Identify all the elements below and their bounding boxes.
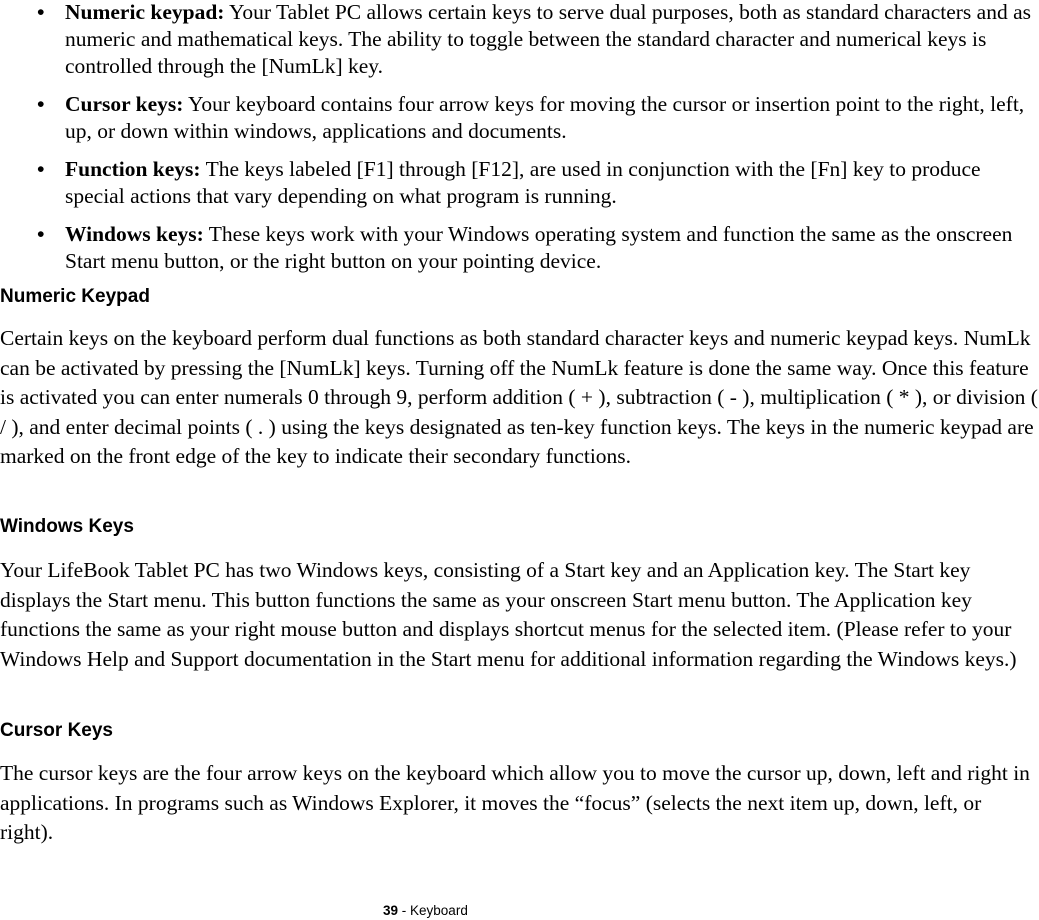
bullet-term: Numeric keypad: bbox=[65, 0, 225, 24]
bullet-text: Your Tablet PC allows certain keys to serve dual purposes, both as standard characters and as numeric and mathematical keys. The ability to toggle between the standard character and numerical keys is controlled through the [NumLk] key. bbox=[65, 0, 1031, 78]
bullet-icon: • bbox=[37, 157, 45, 181]
bullet-term: Windows keys: bbox=[65, 222, 204, 246]
page-footer bbox=[383, 902, 468, 920]
bullet-text: Your keyboard contains four arrow keys for moving the cursor or insertion point to the right, left, up, or down within windows, applications and documents. bbox=[65, 92, 1025, 143]
list-item bbox=[0, 91, 1039, 145]
list-item bbox=[0, 221, 1039, 275]
footer-chapter: Keyboard bbox=[410, 903, 468, 918]
windows-keys-paragraph: Your LifeBook Tablet PC has two Windows keys, consisting of a Start key and an Application key. The Start key displays the Start menu. This button functions the same as your onscreen Start menu button. The Application key functions the same as your right mouse button and displays shortcut menus for the selected item. (Please refer to your Windows Help and Support documentation in the Start menu for additional information regarding the Windows keys.) bbox=[0, 558, 1017, 671]
key-types-list bbox=[0, 0, 1039, 286]
footer-separator: - bbox=[398, 903, 411, 918]
cursor-keys-paragraph: The cursor keys are the four arrow keys on the keyboard which allow you to move the cursor up, down, left and right in applications. In programs such as Windows Explorer, it moves the “focus” (selects the next item up, down, left, or right). bbox=[0, 761, 1030, 845]
windows-keys-heading: Windows Keys bbox=[0, 516, 134, 537]
bullet-icon: • bbox=[37, 222, 45, 246]
numeric-keypad-paragraph: Certain keys on the keyboard perform dual functions as both standard character keys and numeric keypad keys. NumLk can be activated by pressing the [NumLk] keys. Turning off the NumLk feature is done the same way. Once this feature is activated you can enter numerals 0 through 9, perform addition ( + ), subtraction ( - ), multiplication ( * ), or division ( / ), and enter decimal points ( . ) using the keys designated as ten-key function keys. The keys in the numeric keypad are marked on the front edge of the key to indicate their secondary functions. bbox=[0, 326, 1038, 469]
bullet-text: The keys labeled [F1] through [F12], are used in conjunction with the [Fn] key to produce special actions that vary depending on what program is running. bbox=[65, 157, 981, 208]
bullet-term: Cursor keys: bbox=[65, 92, 184, 116]
list-item bbox=[0, 156, 1039, 210]
bullet-term: Function keys: bbox=[65, 157, 201, 181]
list-item bbox=[0, 0, 1039, 80]
bullet-icon: • bbox=[37, 92, 45, 116]
numeric-keypad-heading: Numeric Keypad bbox=[0, 286, 150, 307]
page-number: 39 bbox=[383, 903, 399, 918]
bullet-icon: • bbox=[37, 0, 45, 24]
bullet-text: These keys work with your Windows operating system and function the same as the onscreen Start menu button, or the right button on your pointing device. bbox=[65, 222, 1013, 273]
cursor-keys-heading: Cursor Keys bbox=[0, 720, 113, 741]
